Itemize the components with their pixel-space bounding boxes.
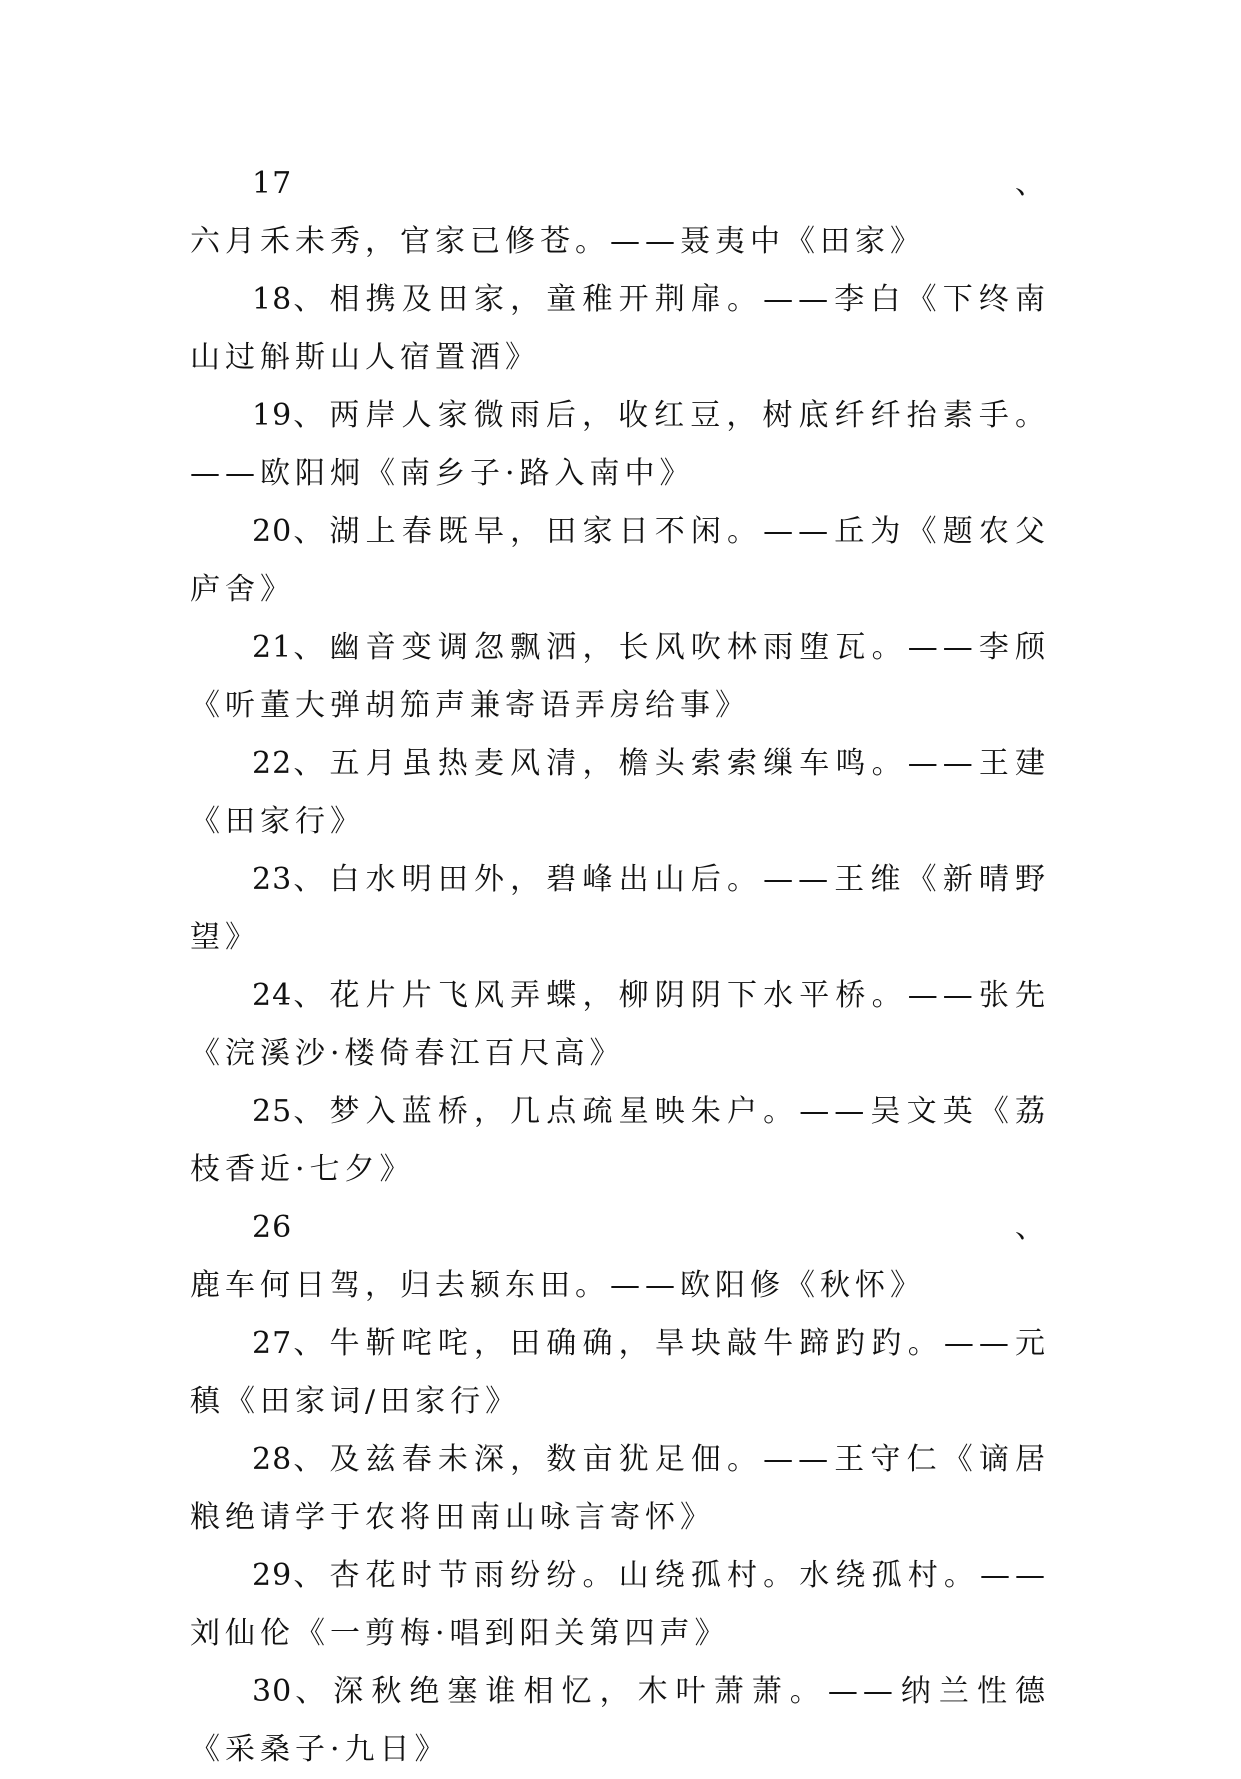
entry-number: 24: [252, 978, 293, 1013]
list-item: [190, 1663, 1050, 1779]
entry-number: 30: [252, 1674, 293, 1709]
list-item: [190, 1083, 1050, 1199]
list-item: [190, 1547, 1050, 1663]
entry-number: 25: [252, 1094, 293, 1129]
entry-number: 18: [252, 282, 293, 317]
entry-number: 19: [252, 398, 293, 433]
entry-text: 相携及田家，童稚开荆扉。——李白《下终南山过斛斯山人宿置酒》: [190, 282, 1050, 375]
list-item: [190, 155, 1050, 271]
entry-number: 21: [252, 630, 293, 665]
entry-separator: 、: [292, 1558, 330, 1593]
entry-number: 28: [252, 1442, 293, 1477]
entry-separator: 、: [292, 1094, 330, 1129]
entry-text: 杏花时节雨纷纷。山绕孤村。水绕孤村。——刘仙伦《一剪梅·唱到阳关第四声》: [190, 1558, 1050, 1651]
entry-text: 两岸人家微雨后，收红豆，树底纤纤抬素手。——欧阳炯《南乡子·路入南中》: [190, 398, 1051, 491]
entry-separator: 、: [292, 1326, 330, 1361]
list-item: [190, 271, 1050, 387]
list-item: [190, 735, 1050, 851]
list-item: [190, 1199, 1050, 1315]
entry-text: 梦入蓝桥，几点疏星映朱户。——吴文英《荔枝香近·七夕》: [190, 1094, 1050, 1187]
list-item: [190, 967, 1050, 1083]
entry-text: 幽音变调忽飘洒，长风吹林雨堕瓦。——李颀《听董大弹胡笳声兼寄语弄房给事》: [190, 630, 1050, 723]
entry-separator: 、: [292, 1442, 330, 1477]
list-item: [190, 1315, 1050, 1431]
entry-text: 湖上春既早，田家日不闲。——丘为《题农父庐舍》: [190, 514, 1050, 607]
entry-separator: 、: [292, 630, 330, 665]
entry-number: 29: [252, 1558, 293, 1593]
entry-separator: 、: [292, 862, 330, 897]
poem-list: [190, 155, 1050, 1779]
entry-number: 20: [252, 514, 293, 549]
entry-text: 花片片飞风弄蝶，柳阴阴下水平桥。——张先《浣溪沙·楼倚春江百尺高》: [190, 978, 1050, 1071]
entry-text: 鹿车何日驾，归去颍东田。——欧阳修《秋怀》: [190, 1268, 925, 1303]
list-item: [190, 503, 1050, 619]
list-item: [190, 387, 1050, 503]
entry-separator: 、: [292, 282, 330, 317]
list-item: [190, 619, 1050, 735]
entry-text: 白水明田外，碧峰出山后。——王维《新晴野望》: [190, 862, 1050, 955]
entry-number: 26: [252, 1210, 293, 1245]
entry-separator: 、: [292, 1210, 1050, 1245]
entry-separator: 、: [292, 978, 330, 1013]
entry-separator: 、: [292, 398, 330, 433]
entry-separator: 、: [292, 746, 330, 781]
entry-text: 牛靳咤咤，田确确，旱块敲牛蹄趵趵。——元稹《田家词/田家行》: [190, 1326, 1050, 1419]
entry-number: 22: [252, 746, 293, 781]
list-item: [190, 851, 1050, 967]
entry-separator: 、: [292, 1674, 334, 1709]
entry-text: 六月禾未秀，官家已修苍。——聂夷中《田家》: [190, 224, 925, 259]
entry-number: 17: [252, 166, 293, 201]
entry-separator: 、: [292, 166, 1050, 201]
entry-text: 及兹春未深，数亩犹足佃。——王守仁《谪居粮绝请学于农将田南山咏言寄怀》: [190, 1442, 1050, 1535]
entry-number: 23: [252, 862, 293, 897]
list-item: [190, 1431, 1050, 1547]
entry-separator: 、: [292, 514, 330, 549]
entry-text: 深秋绝塞谁相忆，木叶萧萧。——纳兰性德《采桑子·九日》: [190, 1674, 1051, 1767]
entry-number: 27: [252, 1326, 293, 1361]
entry-text: 五月虽热麦风清，檐头索索缫车鸣。——王建《田家行》: [190, 746, 1050, 839]
